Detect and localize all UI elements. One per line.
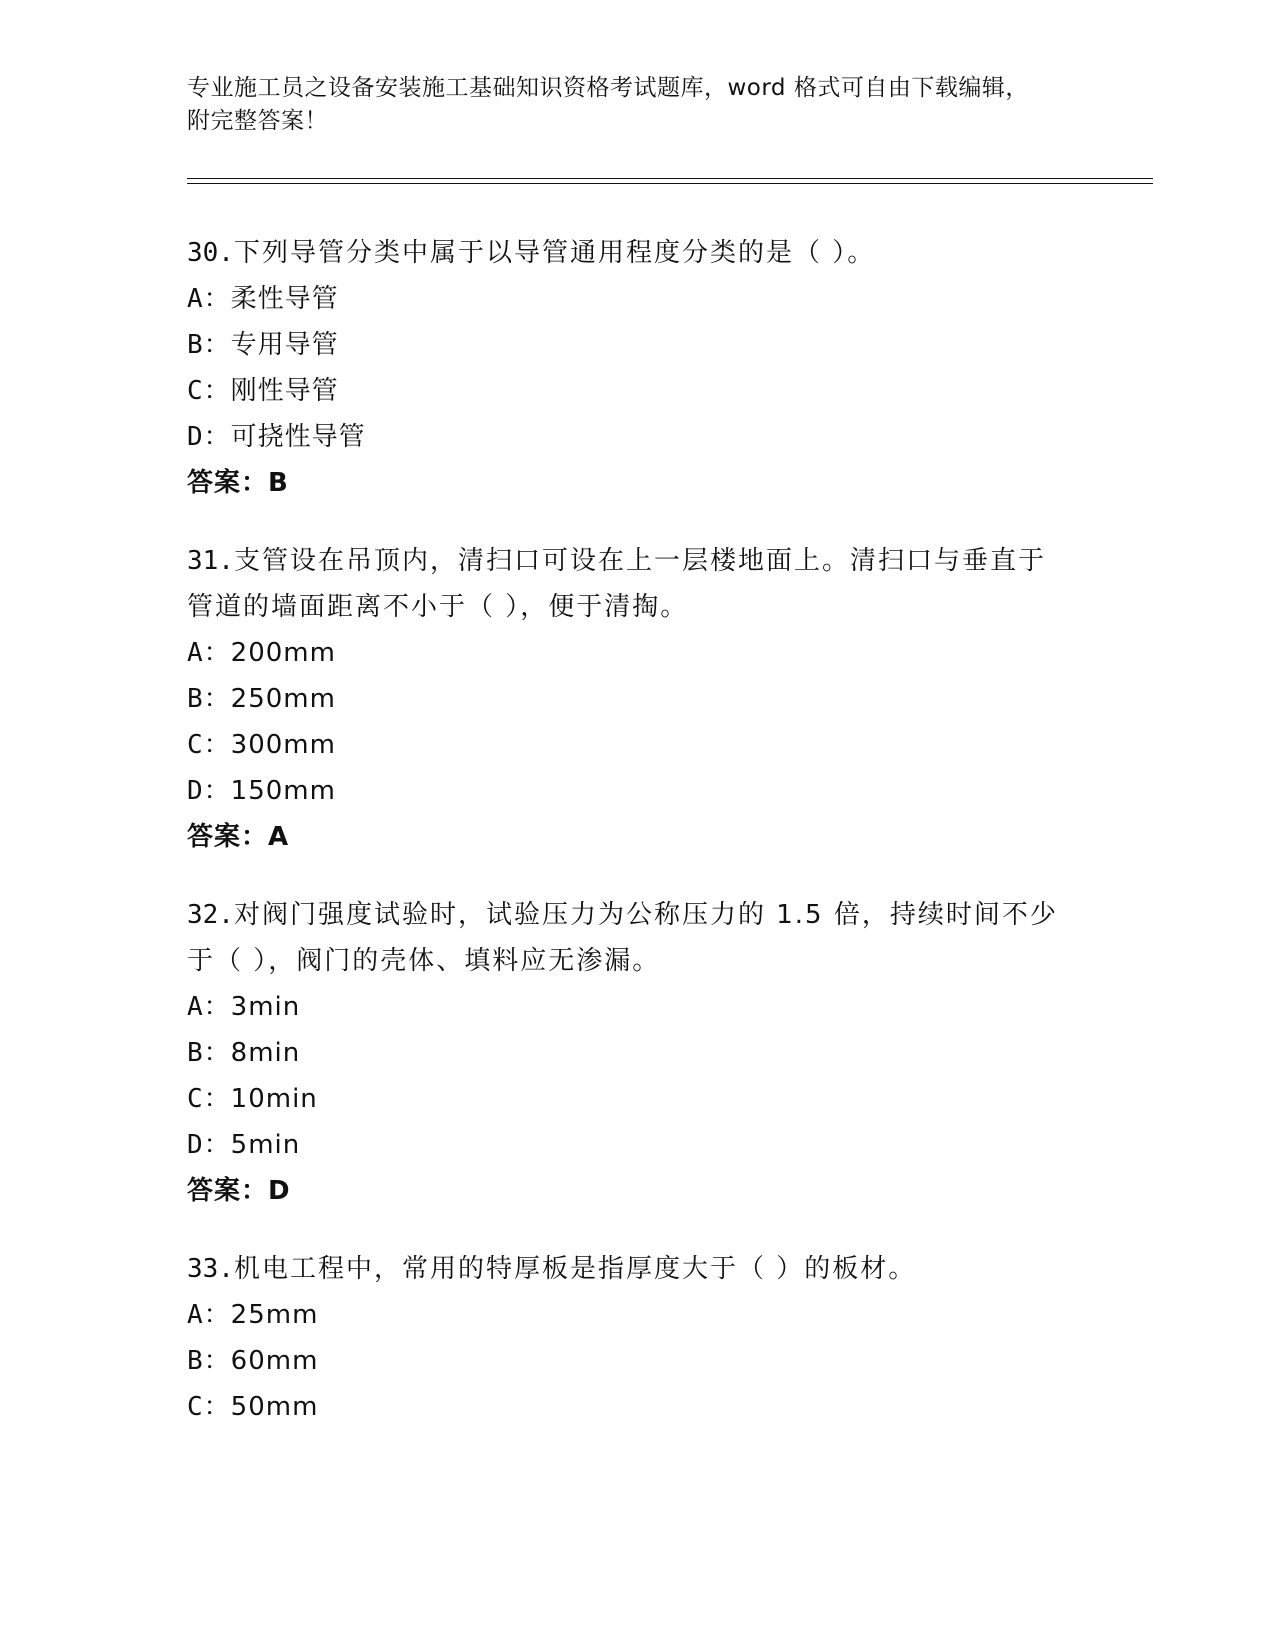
header-line-1: 专业施工员之设备安装施工基础知识资格考试题库，word 格式可自由下载编辑， [187, 75, 1029, 101]
question-block [187, 892, 1087, 1214]
option-text: 5min [230, 1130, 301, 1160]
option-letter: A： [187, 284, 231, 314]
answer-key: 答案：D [187, 1176, 291, 1206]
question-stem-continuation [187, 938, 1087, 984]
option-letter: A： [187, 1300, 231, 1330]
answer-option [187, 630, 1087, 676]
option-text: 8min [230, 1038, 301, 1068]
answer-option [187, 1338, 1087, 1384]
option-text: 250mm [230, 684, 336, 714]
answer-option [187, 1076, 1087, 1122]
option-letter: C： [187, 1084, 231, 1114]
question-block [187, 1246, 1087, 1430]
answer-option [187, 1384, 1087, 1430]
question-stem [187, 230, 1087, 276]
answer-option [187, 984, 1087, 1030]
answer-option [187, 722, 1087, 768]
question-text: 管道的墙面距离不小于（ ），便于清掏。 [187, 592, 689, 622]
question-stem [187, 1246, 1087, 1292]
question-number: 33. [187, 1254, 234, 1284]
question-number: 31. [187, 546, 234, 576]
question-number: 32. [187, 900, 234, 930]
option-text: 50mm [230, 1392, 319, 1422]
answer-key: 答案：A [187, 822, 290, 852]
question-text: 对阀门强度试验时，试验压力为公称压力的 1.5 倍，持续时间不少 [233, 900, 1058, 930]
option-text: 150mm [230, 776, 336, 806]
answer-option [187, 1030, 1087, 1076]
option-letter: D： [187, 1130, 231, 1160]
question-list [187, 230, 1087, 1462]
option-text: 3min [230, 992, 301, 1022]
question-stem [187, 538, 1087, 584]
option-letter: A： [187, 992, 231, 1022]
header-divider-top [187, 178, 1153, 179]
option-text: 200mm [230, 638, 336, 668]
option-letter: C： [187, 730, 231, 760]
option-text: 300mm [230, 730, 336, 760]
question-text: 于（ ），阀门的壳体、填料应无渗漏。 [187, 946, 661, 976]
option-letter: A： [187, 638, 231, 668]
option-text: 专用导管 [230, 330, 339, 360]
option-letter: D： [187, 422, 231, 452]
answer-option [187, 768, 1087, 814]
option-letter: D： [187, 776, 231, 806]
document-header [187, 72, 1067, 138]
option-text: 60mm [230, 1346, 319, 1376]
option-text: 可挠性导管 [230, 422, 366, 452]
option-text: 刚性导管 [230, 376, 339, 406]
option-text: 柔性导管 [230, 284, 339, 314]
answer-option [187, 676, 1087, 722]
header-line-2: 附完整答案！ [187, 108, 328, 134]
question-block [187, 538, 1087, 860]
question-number: 30. [187, 238, 234, 268]
answer-option [187, 322, 1087, 368]
answer-option [187, 276, 1087, 322]
question-block [187, 230, 1087, 506]
option-text: 10min [230, 1084, 318, 1114]
option-letter: B： [187, 1038, 231, 1068]
option-letter: C： [187, 376, 231, 406]
question-text: 下列导管分类中属于以导管通用程度分类的是（ ）。 [233, 238, 876, 268]
option-letter: B： [187, 1346, 231, 1376]
option-letter: B： [187, 684, 231, 714]
answer-option [187, 1122, 1087, 1168]
option-text: 25mm [230, 1300, 319, 1330]
answer-option [187, 368, 1087, 414]
answer-option [187, 414, 1087, 460]
option-letter: C： [187, 1392, 231, 1422]
option-letter: B： [187, 330, 231, 360]
question-text: 支管设在吊顶内，清扫口可设在上一层楼地面上。清扫口与垂直于 [233, 546, 1046, 576]
header-divider-bottom [187, 183, 1153, 184]
answer-option [187, 1292, 1087, 1338]
question-stem-continuation [187, 584, 1087, 630]
question-text: 机电工程中，常用的特厚板是指厚度大于（ ）的板材。 [233, 1254, 917, 1284]
question-stem [187, 892, 1087, 938]
answer-key: 答案：B [187, 468, 289, 498]
